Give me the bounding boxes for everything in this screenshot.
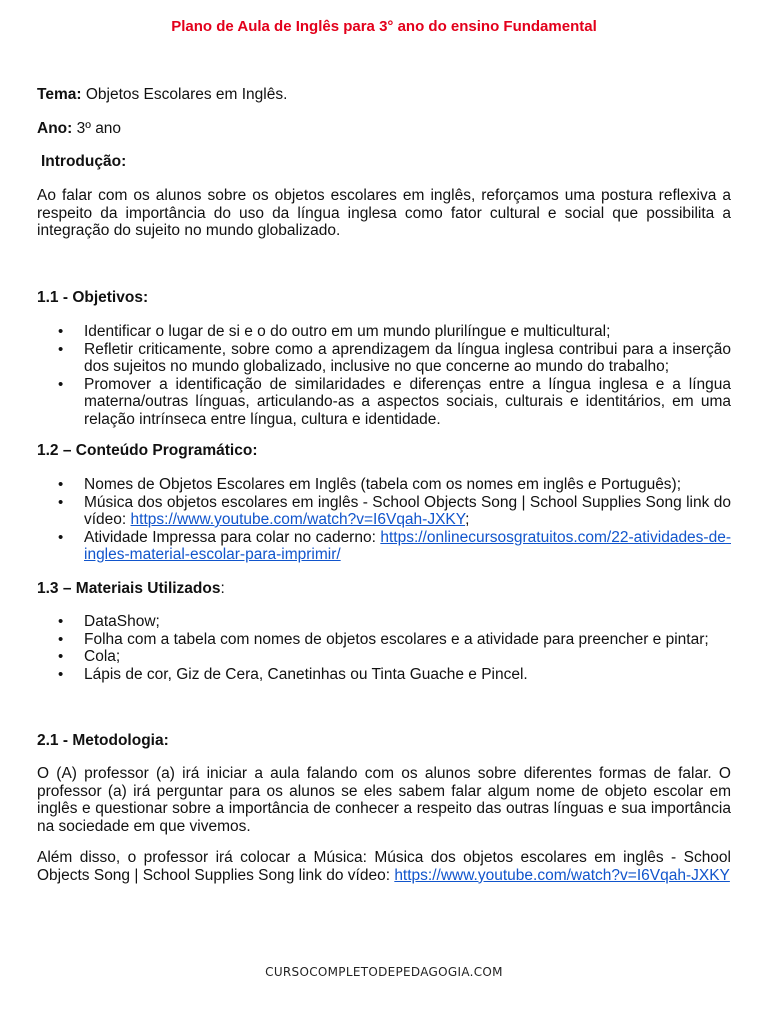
conteudo-item3-text: Atividade Impressa para colar no caderno: [84,528,381,546]
list-item [37,529,731,564]
footer-site: CURSOCOMPLETODEPEDAGOGIA.COM [265,965,503,979]
objetivos-heading: 1.1 - Objetivos: [37,289,149,306]
youtube-link[interactable]: https://www.youtube.com/watch?v=I6Vqah-JXKY [130,511,466,528]
conteudo-item2-after: ; [465,511,470,528]
list-item: • Cola; [37,648,731,666]
list-item: • Lápis de cor, Giz de Cera, Canetinhas ou Tinta Guache e Pincel. [37,666,731,684]
tema-line [37,86,731,104]
introducao-heading: Introdução: [41,153,127,170]
youtube-link-2[interactable]: https://www.youtube.com/watch?v=I6Vqah-JXKY [394,866,730,884]
conteudo-heading: 1.2 – Conteúdo Programático: [37,442,258,459]
tema-value: Objetos Escolares em Inglês. [81,86,288,103]
metodologia-para2-text: Além disso, o professor irá colocar a Música: Música dos objetos escolares em inglês - School Objects Song | School Supplies Song link do vídeo: [37,849,731,884]
conteudo-list [37,476,731,564]
tema-label: Tema: [37,86,82,103]
list-item: • Promover a identificação de similaridades e diferenças entre a língua inglesa e a língua materna/outras línguas, articulando-as a aspectos sociais, culturais e identitários, em uma relação intrínseca entre língua, cultura e identidade. [37,376,731,429]
materiais-list [37,613,731,683]
atividades-link[interactable]: https://onlinecursosgratuitos.com/22-atividades-de-ingles-material-escolar-para-imprimir/ [84,528,731,563]
list-item: • Folha com a tabela com nomes de objetos escolares e a atividade para preencher e pintar; [37,631,731,649]
ano-line [37,120,731,138]
list-item [37,494,731,529]
list-item: • Refletir criticamente, sobre como a aprendizagem da língua inglesa contribui para a inserção dos sujeitos no mundo globalizado, inclusive no que concerne ao mundo do trabalho; [37,341,731,376]
introducao-text: Ao falar com os alunos sobre os objetos escolares em inglês, reforçamos uma postura reflexiva a respeito da importância do uso da língua inglesa como fator cultural e social que possibilita a integração do sujeito no mundo globalizado. [37,187,731,239]
list-item: • Identificar o lugar de si e o do outro em um mundo plurilíngue e multicultural; [37,323,731,341]
ano-label: Ano: [37,120,73,137]
page-title: Plano de Aula de Inglês para 3° ano do ensino Fundamental [171,18,597,35]
metodologia-heading: 2.1 - Metodologia: [37,732,169,749]
materiais-heading-line [37,580,731,598]
metodologia-para2 [37,849,731,884]
metodologia-para1: O (A) professor (a) irá iniciar a aula falando com os alunos sobre diferentes formas de falar. O professor (a) irá perguntar para os alunos se eles sabem falar algum nome de objeto escolar em inglês e questionar sobre a importância de conhecer a respeito das outras línguas e sua importância na sociedade em que vivemos. [37,765,731,835]
materiais-heading: 1.3 – Materiais Utilizados [37,580,221,597]
ano-value: 3º ano [72,120,122,137]
list-item: • Nomes de Objetos Escolares em Inglês (tabela com os nomes em inglês e Português); [37,476,731,494]
list-item: • DataShow; [37,613,731,631]
objetivos-list [37,323,731,428]
materiais-heading-suffix: : [220,580,225,597]
conteudo-item2-text: Música dos objetos escolares em inglês - School Objects Song | School Supplies Song link do vídeo: [84,493,731,528]
